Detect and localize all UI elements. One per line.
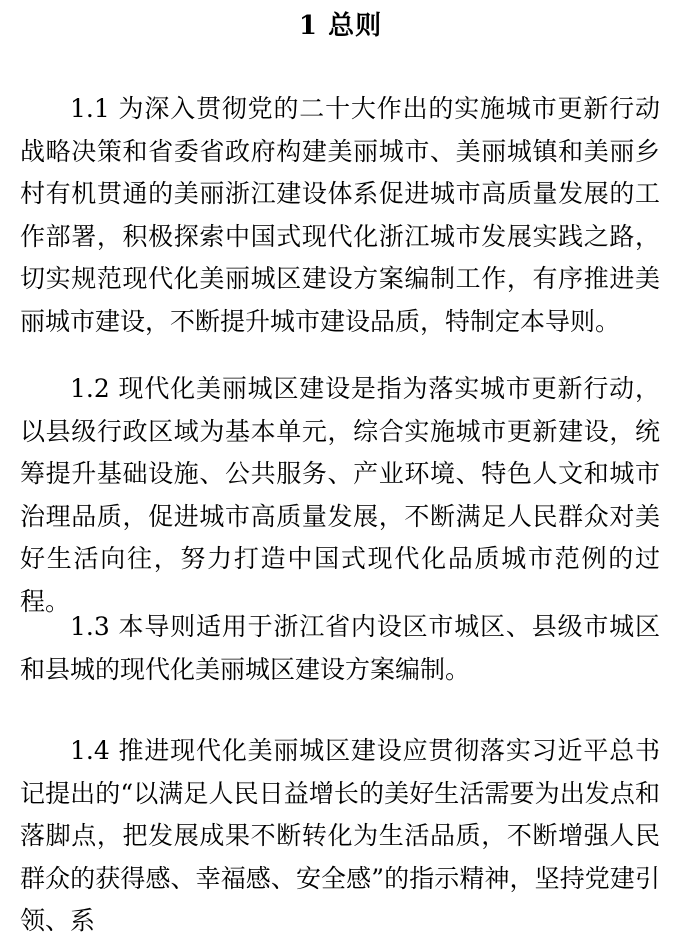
paragraph-1-3: 1.3 本导则适用于浙江省内设区市城区、县级市城区和县城的现代化美丽城区建设方案编制。 xyxy=(20,612,660,684)
paragraph-1-4: 1.4 推进现代化美丽城区建设应贯彻落实习近平总书记提出的“以满足人民日益增长的美好生活需要为出发点和落脚点，把发展成果不断转化为生活品质，不断增强人民群众的获得感、幸福感、安全感”的指示精神，坚持党建引领、系 xyxy=(20,736,660,935)
section-title: 1 总则 xyxy=(298,11,383,41)
paragraph-1-2: 1.2 现代化美丽城区建设是指为落实城市更新行动，以县级行政区域为基本单元，综合实施城市更新建设，统筹提升基础设施、公共服务、产业环境、特色人文和城市治理品质，促进城市高质量发展，不断满足人民群众对美好生活向往，努力打造中国式现代化品质城市范例的过程。 xyxy=(20,374,660,616)
paragraph-1-1: 1.1 为深入贯彻党的二十大作出的实施城市更新行动战略决策和省委省政府构建美丽城市、美丽城镇和美丽乡村有机贯通的美丽浙江建设体系促进城市高质量发展的工作部署，积极探索中国式现代化浙江城市发展实践之路，切实规范现代化美丽城区建设方案编制工作，有序推进美丽城市建设，不断提升城市建设品质，特制定本导则。 xyxy=(20,94,660,336)
